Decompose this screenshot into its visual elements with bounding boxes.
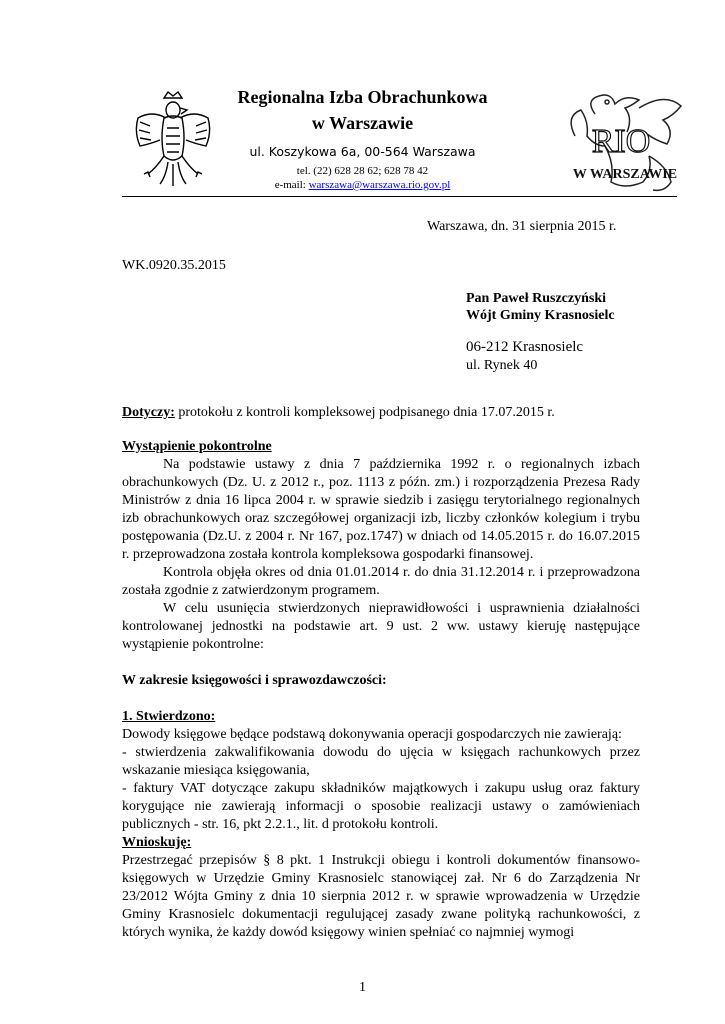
letter-date: Warszawa, dn. 31 sierpnia 2015 r. <box>427 219 617 234</box>
institution-city: w Warszawie <box>311 113 414 133</box>
finding-item: - faktury VAT dotyczące zakupu składników majątkowych i zakupu usług oraz faktury korygujące nie zawierają informacji o sposobie realizacji ustawy o zamówieniach publicznych - str. 16, pkt 2.2.1., lit. d protokołu kontroli. <box>122 781 640 832</box>
page-number: 1 <box>359 980 366 995</box>
paragraph-purpose: W celu usunięcia stwierdzonych nieprawidłowości i usprawnienia działalności kontrolowanej jednostki na podstawie art. 9 ust. 2 ww. ustawy kieruję następujące wystąpienie pokontrolne: <box>122 601 640 652</box>
conclusions-heading: Wnioskuję: <box>122 835 192 850</box>
paragraph-scope: Kontrola objęła okres od dnia 01.01.2014 r. do dnia 31.12.2014 r. i przeprowadzona została zgodnie z zatwierdzonym programem. <box>122 565 640 598</box>
institution-phone: tel. (22) 628 28 62; 628 78 42 <box>296 165 429 177</box>
subject-line <box>122 404 555 422</box>
institution-title: Regionalna Izba Obrachunkowa <box>237 87 488 107</box>
header-divider <box>122 196 677 197</box>
finding-intro: Dowody księgowe będące podstawą dokonywania operacji gospodarczych nie zawierają: <box>122 727 622 742</box>
recipient-title: Wójt Gminy Krasnosielc <box>466 308 615 323</box>
email-link[interactable]: warszawa@warszawa.rio.gov.pl <box>308 179 451 191</box>
finding-heading: 1. Stwierdzono: <box>122 709 216 724</box>
scope-heading: W zakresie księgowości i sprawozdawczości: <box>122 673 387 688</box>
conclusions-text: Przestrzegać przepisów § 8 pkt. 1 Instrukcji obiegu i kontroli dokumentów finansowo-księgowych w Urzędzie Gminy Krasnosielc stanowiącej zał. Nr 6 do Zarządzenia Nr 23/2012 Wójta Gminy z dnia 10 sierpnia 2012 r. w sprawie wprowadzenia w Urzędzie Gminy Krasnosielc dokumentacji regulującej zasady zwane polityką rachunkowości, z których wynika, że każdy dowód księgowy winien spełniać co najmniej wymogi <box>122 853 640 940</box>
rio-logo-subtext: W WARSZAWIE <box>572 167 678 182</box>
email-label: e-mail: <box>274 179 309 191</box>
section-title: Wystąpienie pokontrolne <box>122 439 272 454</box>
subject-text: protokołu z kontroli kompleksowej podpisanego dnia 17.07.2015 r. <box>174 405 555 420</box>
finding-item: - stwierdzenia zakwalifikowania dowodu do ujęcia w księgach rachunkowych przez wskazanie miesiąca księgowania, <box>122 745 640 778</box>
recipient-name: Pan Paweł Ruszczyński <box>466 291 606 306</box>
reference-number: WK.0920.35.2015 <box>122 258 226 273</box>
institution-address: ul. Koszykowa 6a, 00-564 Warszawa <box>249 144 476 159</box>
institution-email <box>0 179 725 191</box>
subject-label: Dotyczy: <box>122 405 175 420</box>
rio-logo-text: RIO <box>591 123 651 160</box>
recipient-street: ul. Rynek 40 <box>466 358 538 373</box>
letter-body <box>122 438 640 942</box>
paragraph-legal-basis: Na podstawie ustawy z dnia 7 października 1992 r. o regionalnych izbach obrachunkowych (Dz. U. z 2012 r., poz. 1113 z późn. zm.) i rozporządzenia Prezesa Rady Ministrów z dnia 16 lipca 2004 r. w sprawie siedzib i zasięgu terytorialnego regionalnych izb obrachunkowych oraz szczegółowej organizacji izb, liczby członków kolegium i trybu postępowania (Dz.U. z 2004 r. Nr 167, poz.1747) w dniach od 14.05.2015 r. do 16.07.2015 r. przeprowadzona została kontrola kompleksowa gospodarki finansowej. <box>122 457 640 562</box>
recipient-city: 06-212 Krasnosielc <box>466 339 584 355</box>
